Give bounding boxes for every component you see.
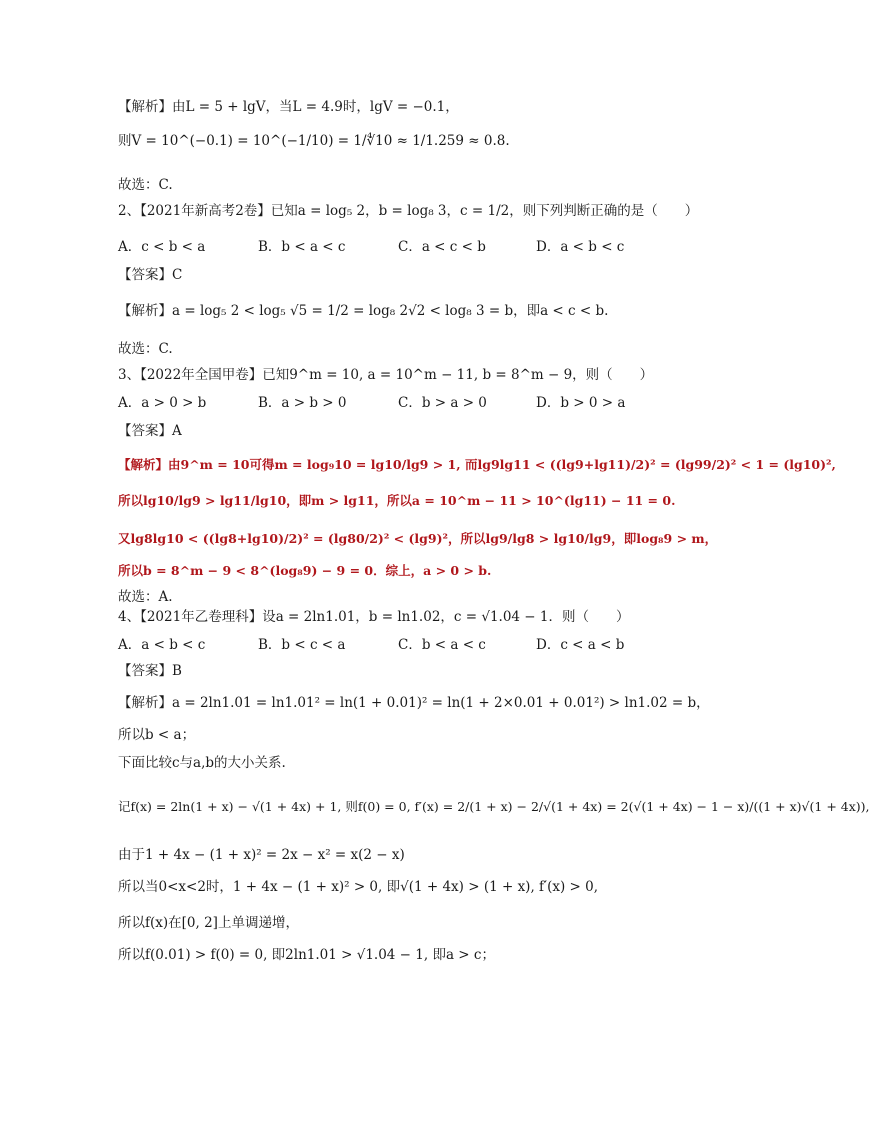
q4-option-a: A．a < b < c — [118, 637, 206, 653]
q3-option-d: D．b > 0 > a — [536, 395, 626, 411]
solution-3-line-3: 又lg8lg10 < ((lg8+lg10)/2)² = (lg80/2)² < (lg9)²，所以lg9/lg8 > lg10/lg9，即log₈9 > m， — [118, 531, 718, 546]
solution-4-line-6: 所以当0<x<2时，1 + 4x − (1 + x)² > 0, 即√(1 + 4x) > (1 + x), f′(x) > 0, — [118, 879, 599, 895]
answer-3: 【答案】A — [118, 423, 182, 439]
solution-4-line-3: 下面比较c与a,b的大小关系. — [118, 755, 286, 771]
solution-3-line-2: 所以lg10/lg9 > lg11/lg10，即m > lg11，所以a = 10^m − 11 > 10^(lg11) − 11 = 0. — [118, 493, 676, 508]
answer-2: 【答案】C — [118, 267, 183, 283]
answer-select-1: 故选：C. — [118, 177, 173, 193]
solution-4-line-4: 记f(x) = 2ln(1 + x) − √(1 + 4x) + 1, 则f(0) = 0, f′(x) = 2/(1 + x) − 2/√(1 + 4x) = 2(√(1 + 4x) − 1 − x)/((1 + x)√(1 + 4x)), — [118, 799, 870, 814]
solution-3-line-1: 【解析】由9^m = 10可得m = log₉10 = lg10/lg9 > 1, 而lg9lg11 < ((lg9+lg11)/2)² = (lg99/2)² < 1 = (lg10)², — [118, 457, 836, 472]
answer-select-2: 故选：C. — [118, 341, 173, 357]
solution-4-line-2: 所以b < a； — [118, 727, 196, 743]
answer-4: 【答案】B — [118, 663, 182, 679]
question-4: 4、【2021年乙卷理科】设a = 2ln1.01，b = ln1.02，c = √1.04 − 1．则（ ） — [118, 609, 630, 625]
solution-4-line-8: 所以f(0.01) > f(0) = 0, 即2ln1.01 > √1.04 − 1, 即a > c； — [118, 947, 495, 963]
q2-option-a: A．c < b < a — [118, 239, 206, 255]
solution-3-line-4: 所以b = 8^m − 9 < 8^(log₈9) − 9 = 0．综上，a > 0 > b. — [118, 563, 492, 578]
solution-4-line-5: 由于1 + 4x − (1 + x)² = 2x − x² = x(2 − x) — [118, 847, 405, 863]
q4-option-c: C．b < a < c — [398, 637, 486, 653]
q4-option-b: B．b < c < a — [258, 637, 346, 653]
solution-2: 【解析】a = log₅ 2 < log₅ √5 = 1/2 = log₈ 2√2 < log₈ 3 = b，即a < c < b. — [118, 303, 609, 319]
q3-option-a: A．a > 0 > b — [118, 395, 207, 411]
solution-line-2: 则V = 10^(−0.1) = 10^(−1/10) = 1/∜10 ≈ 1/1.259 ≈ 0.8. — [118, 133, 510, 149]
q2-option-c: C．a < c < b — [398, 239, 486, 255]
q2-option-d: D．a < b < c — [536, 239, 625, 255]
q3-option-c: C．b > a > 0 — [398, 395, 487, 411]
solution-4-line-1: 【解析】a = 2ln1.01 = ln1.01² = ln(1 + 0.01)² = ln(1 + 2×0.01 + 0.01²) > ln1.02 = b， — [118, 695, 710, 711]
q3-option-b: B．a > b > 0 — [258, 395, 347, 411]
answer-select-3: 故选：A. — [118, 589, 173, 605]
q2-option-b: B．b < a < c — [258, 239, 346, 255]
solution-line-1: 【解析】由L = 5 + lgV，当L = 4.9时，lgV = −0.1， — [118, 99, 459, 115]
question-3: 3、【2022年全国甲卷】已知9^m = 10, a = 10^m − 11, b = 8^m − 9，则（ ） — [118, 367, 654, 383]
question-2: 2、【2021年新高考2卷】已知a = log₅ 2，b = log₈ 3，c = 1/2，则下列判断正确的是（ ） — [118, 203, 699, 219]
q4-option-d: D．c < a < b — [536, 637, 625, 653]
solution-4-line-7: 所以f(x)在[0, 2]上单调递增， — [118, 915, 299, 931]
